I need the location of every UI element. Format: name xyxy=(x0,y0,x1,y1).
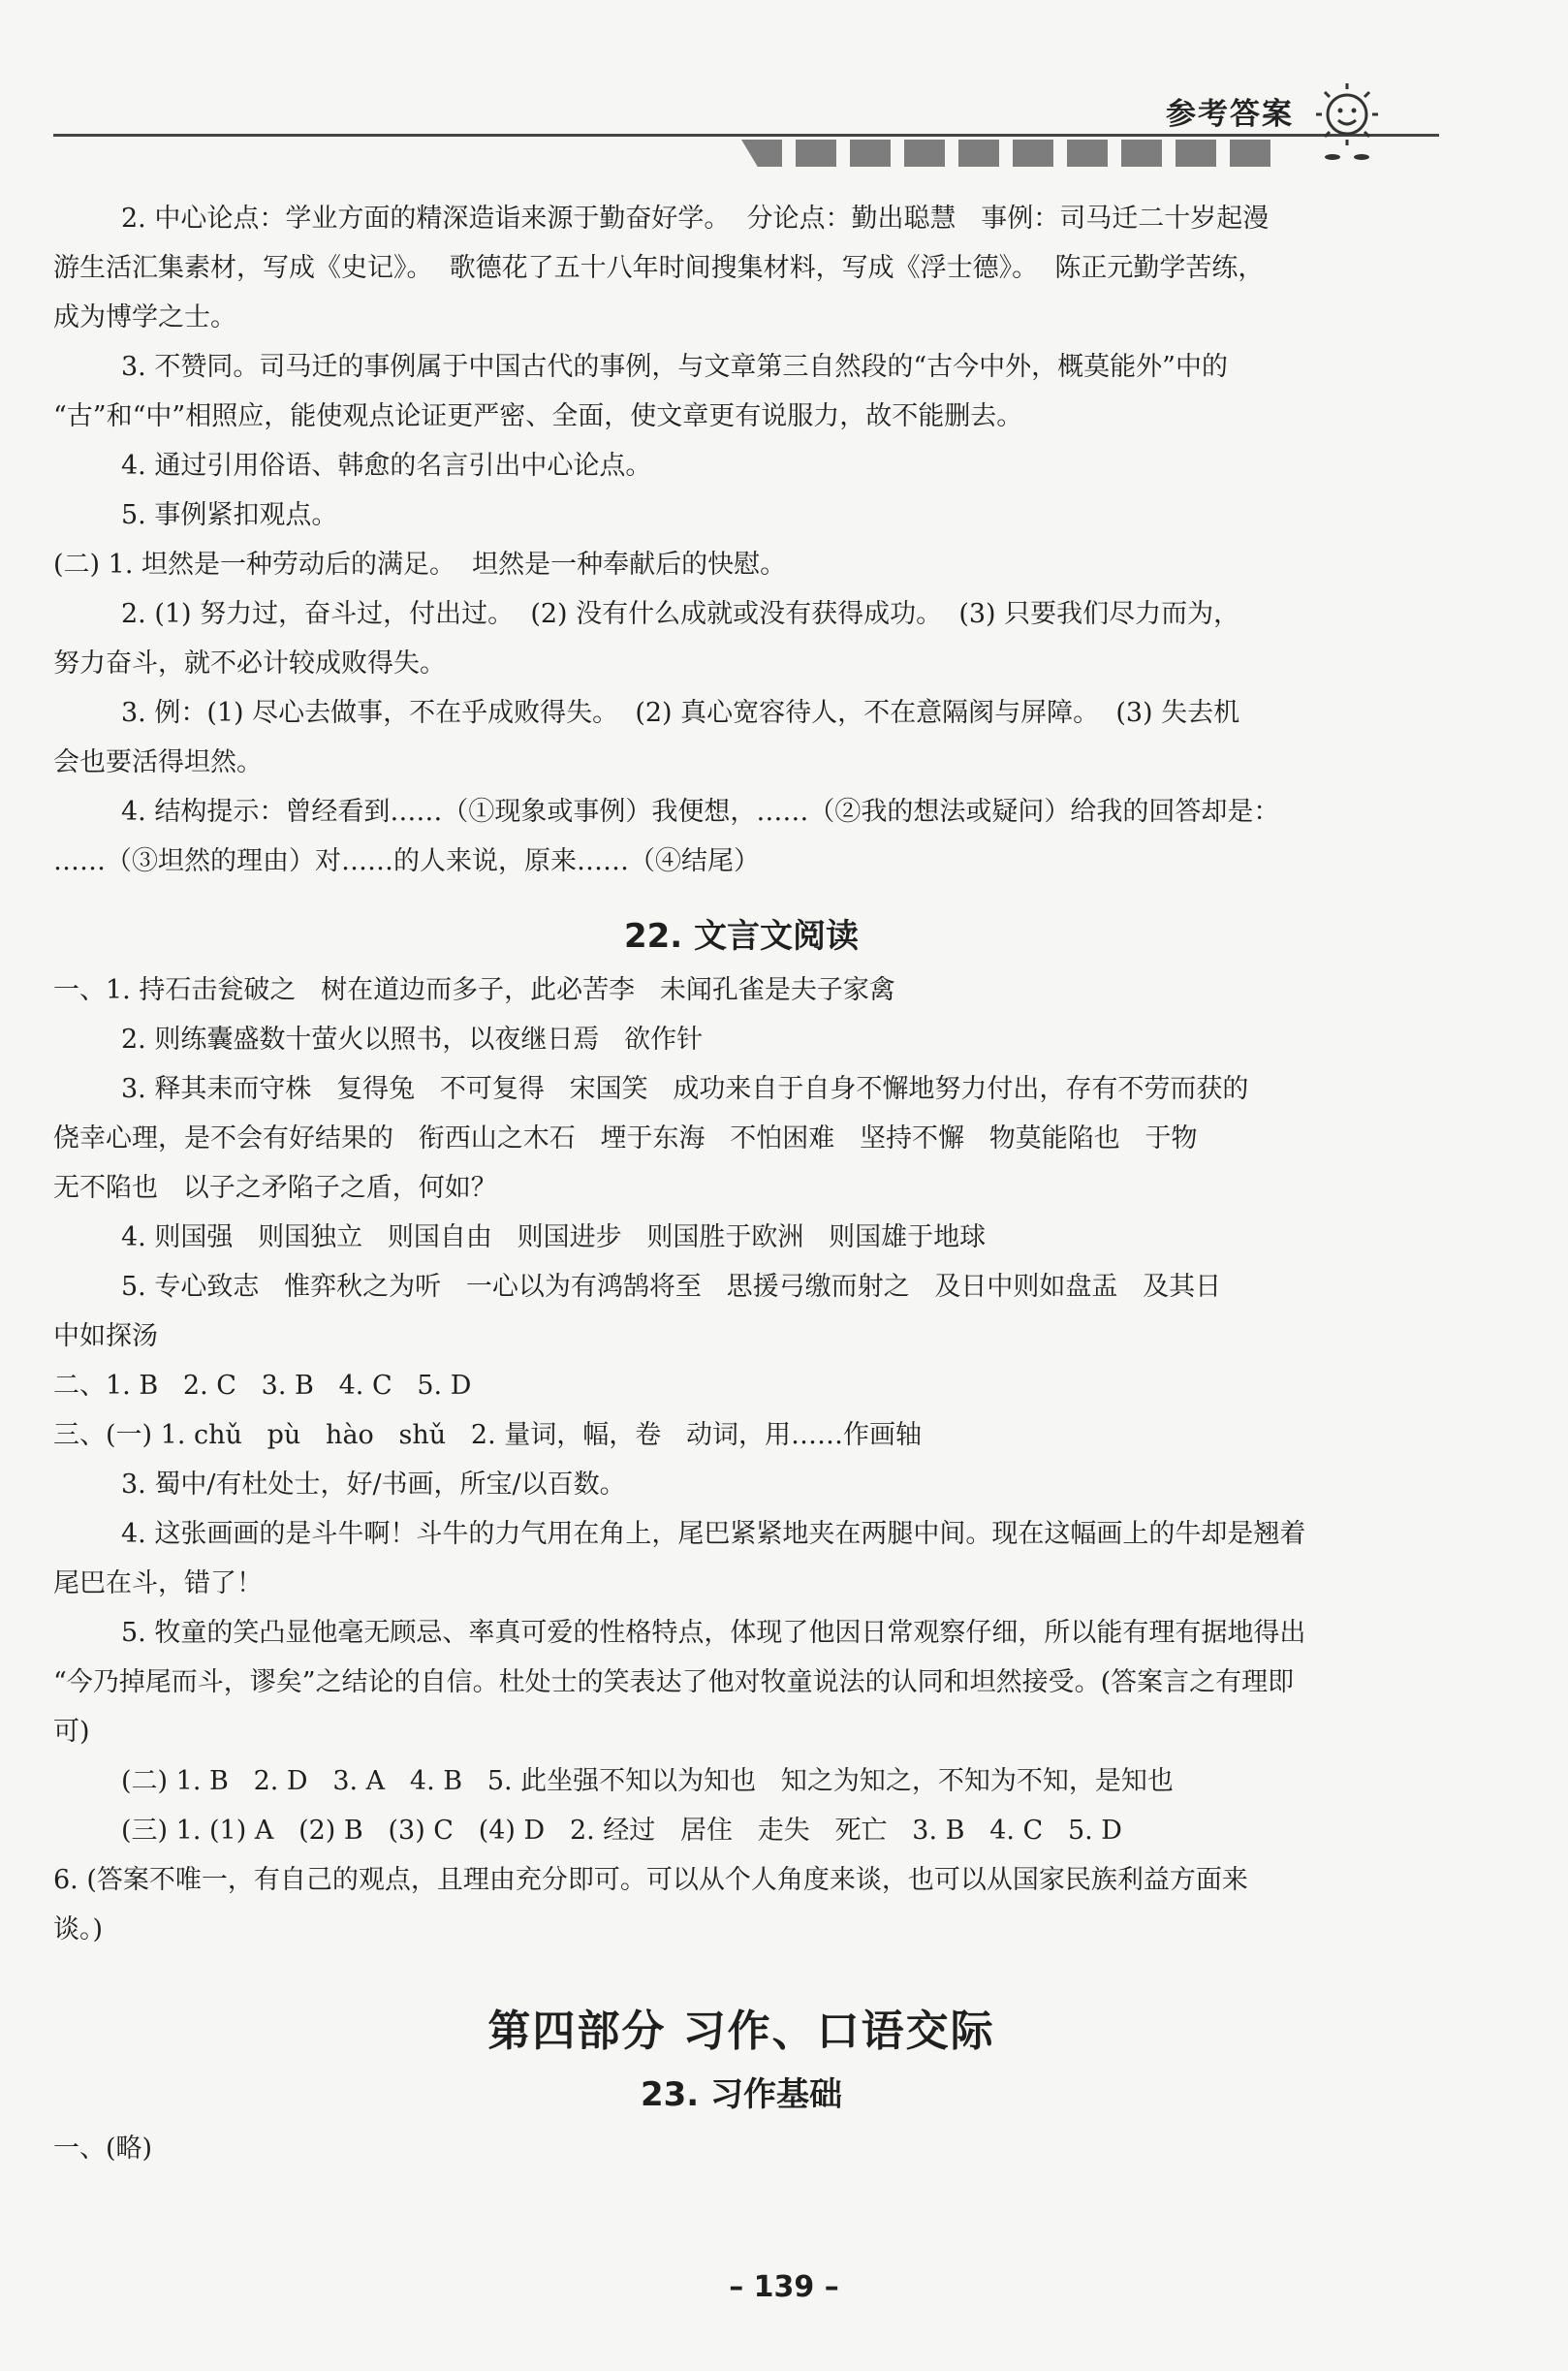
page-header xyxy=(53,76,1429,173)
answer-line: (二) 1. B 2. D 3. A 4. B 5. 此坐强不知以为知也 知之为知之，不知为不知，是知也 xyxy=(121,1766,1174,1796)
answer-line: 谈。) xyxy=(53,1914,104,1944)
answer-content xyxy=(53,194,1429,2173)
answer-line: ……（③坦然的理由）对……的人来说，原来……（④结尾） xyxy=(53,846,760,876)
answer-line: 5. 事例紧扣观点。 xyxy=(121,500,338,530)
answer-line: 3. 例：(1) 尽心去做事，不在乎成败得失。 (2) 真心宽容待人，不在意隔阂与屏障。 (3) 失去机 xyxy=(121,698,1240,728)
answer-line: 3. 蜀中/有杜处士，好/书画，所宝/以百数。 xyxy=(121,1470,626,1500)
answer-line: 无不陷也 以子之矛陷子之盾，何如？ xyxy=(53,1173,497,1203)
header-rule xyxy=(53,134,1439,137)
answer-line: 二、1. B 2. C 3. B 4. C 5. D xyxy=(53,1371,472,1401)
header-stripe-decoration xyxy=(741,140,1284,167)
answer-line: 2. (1) 努力过，奋斗过，付出过。 (2) 没有什么成就或没有获得成功。 (3) 只要我们尽力而为， xyxy=(121,599,1240,629)
header-title: 参考答案 xyxy=(1166,97,1294,132)
answer-line: 一、(略) xyxy=(53,2134,153,2164)
answer-line: 4. 则国强 则国独立 则国自由 则国进步 则国胜于欧洲 则国雄于地球 xyxy=(121,1222,987,1252)
answer-line: 努力奋斗，就不必计较成败得失。 xyxy=(53,648,446,679)
section-heading: 22. 文言文阅读 xyxy=(623,917,860,956)
answer-line: 三、(一) 1. chǔ pù hào shǔ 2. 量词，幅，卷 动词，用……作画轴 xyxy=(53,1420,923,1450)
answer-line: 2. 则练囊盛数十萤火以照书，以夜继日焉 欲作针 xyxy=(121,1025,704,1055)
answer-line: 4. 通过引用俗语、韩愈的名言引出中心论点。 xyxy=(121,451,652,481)
answer-line: (三) 1. (1) A (2) B (3) C (4) D 2. 经过 居住 走失 死亡 3. B 4. C 5. D xyxy=(121,1816,1122,1846)
answer-line: 2. 中心论点：学业方面的精深造诣来源于勤奋好学。 分论点：勤出聪慧 事例：司马迁二十岁起漫 xyxy=(121,204,1270,234)
section-heading: 23. 习作基础 xyxy=(640,2075,843,2114)
answer-line: 成为博学之士。 xyxy=(53,302,236,332)
answer-line: 4. 这张画画的是斗牛啊！斗牛的力气用在角上，尾巴紧紧地夹在两腿中间。现在这幅画上的牛却是翘着 xyxy=(121,1519,1306,1549)
answer-line: 4. 结构提示：曾经看到……（①现象或事例）我便想，……（②我的想法或疑问）给我的回答却是： xyxy=(121,797,1280,827)
answer-line: 中如探汤 xyxy=(53,1321,158,1351)
answer-line: 6. (答案不唯一，有自己的观点，且理由充分即可。可以从个人角度来谈，也可以从国家民族利益方面来 xyxy=(53,1865,1248,1895)
answer-line: (二) 1. 坦然是一种劳动后的满足。 坦然是一种奉献后的快慰。 xyxy=(53,550,787,580)
answer-line: “今乃掉尾而斗，谬矣”之结论的自信。杜处士的笑表达了他对牧童说法的认同和坦然接受。(答案言之有理即 xyxy=(53,1667,1295,1697)
page-number: – 139 – xyxy=(729,2270,839,2304)
answer-line: 5. 牧童的笑凸显他毫无顾忌、率真可爱的性格特点，体现了他因日常观察仔细，所以能有理有据地得出 xyxy=(121,1618,1306,1648)
answer-line: 3. 释其耒而守株 复得兔 不可复得 宋国笑 成功来自于自身不懈地努力付出，存有不劳而获的 xyxy=(121,1074,1249,1104)
section-heading: 第四部分 习作、口语交际 xyxy=(487,2007,995,2056)
sun-mascot-icon xyxy=(1303,76,1391,163)
answer-line: 游生活汇集素材，写成《史记》。 歌德花了五十八年时间搜集材料，写成《浮士德》。 陈正元勤学苦练， xyxy=(53,253,1265,283)
answer-line: 会也要活得坦然。 xyxy=(53,747,263,777)
answer-line: 可) xyxy=(53,1717,90,1747)
answer-line: 3. 不赞同。司马迁的事例属于中国古代的事例，与文章第三自然段的“古今中外，概莫能外”中的 xyxy=(121,352,1228,382)
answer-line: “古”和“中”相照应，能使观点论证更严密、全面，使文章更有说服力，故不能删去。 xyxy=(53,401,1023,431)
answer-line: 侥幸心理，是不会有好结果的 衔西山之木石 堙于东海 不怕困难 坚持不懈 物莫能陷也 于物 xyxy=(53,1123,1198,1154)
answer-line: 一、1. 持石击瓮破之 树在道边而多子，此必苦李 未闻孔雀是夫子家禽 xyxy=(53,975,895,1005)
answer-line: 5. 专心致志 惟弈秋之为听 一心以为有鸿鹄将至 思援弓缴而射之 及日中则如盘盂 及其日 xyxy=(121,1272,1222,1302)
answer-line: 尾巴在斗，错了！ xyxy=(53,1568,263,1598)
